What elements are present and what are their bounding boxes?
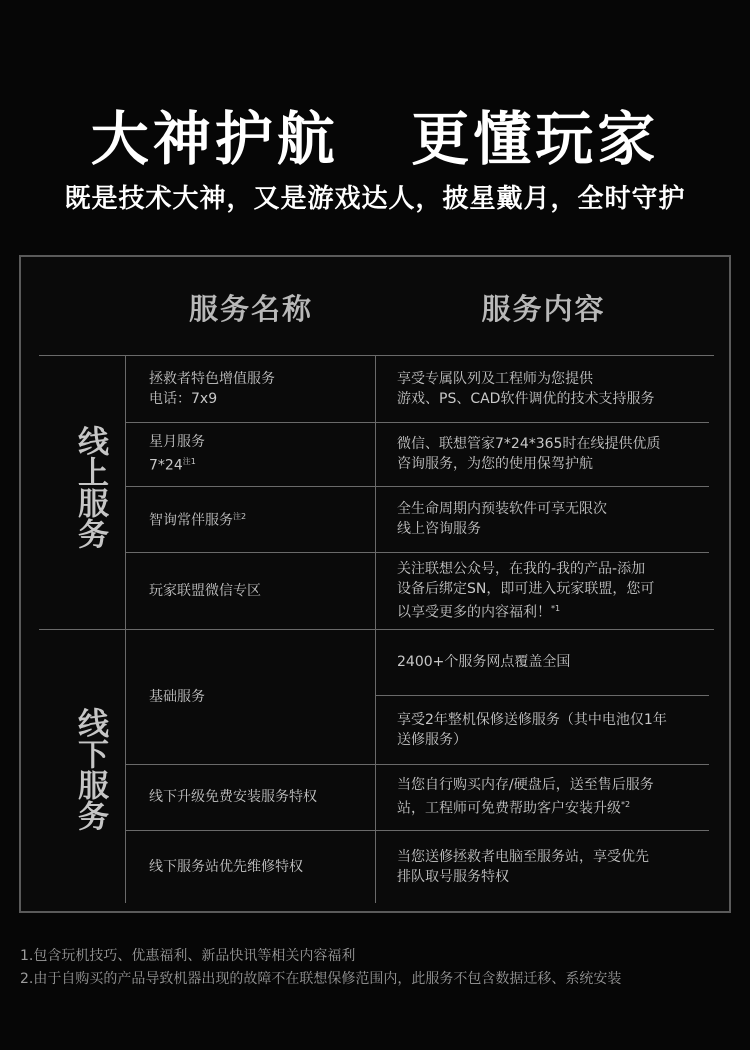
group-online: 线上服务: [72, 425, 108, 549]
group-offline: 线下服务: [72, 707, 108, 831]
footnote-2: 2.由于自购买的产品导致机器出现的故障不在联想保修范围内，此服务不包含数据迁移、系统安装: [20, 971, 622, 987]
service-content: 当您自行购买内存/硬盘后，送至售后服务 站，工程师可免费帮助客户安装升级$^{*2}$: [397, 777, 654, 817]
col-header-service-name: 服务名称: [188, 292, 313, 326]
footnotes: [20, 945, 621, 991]
divider: [126, 764, 709, 765]
service-content: 享受2年整机保修送修服务（其中电池仅1年 送修服务）: [397, 711, 667, 748]
divider: [126, 422, 709, 423]
divider: [126, 830, 709, 831]
footnote-mark: 注2: [233, 512, 247, 522]
service-name: 玩家联盟微信专区: [149, 583, 261, 599]
page-subtitle: 既是技术大神，又是游戏达人，披星戴月，全时守护: [64, 184, 686, 214]
service-name: 基础服务: [149, 689, 205, 705]
divider: [375, 355, 376, 903]
divider: [376, 695, 709, 696]
divider: [39, 355, 714, 356]
divider: [126, 552, 709, 553]
divider: [39, 629, 714, 630]
service-content: 享受专属队列及工程师为您提供 游戏、PS、CAD软件调优的技术支持服务: [397, 371, 655, 407]
service-content: 全生命周期内预装软件可享无限次 线上咨询服务: [397, 501, 607, 537]
service-name: 星月服务 7*24$^{注1}$: [149, 434, 205, 474]
service-table: [19, 255, 731, 913]
service-content: 关注联想公众号，在我的-我的产品-添加 设备后绑定SN，即可进入玩家联盟，您可 以享受更多的内容福利！$^{*1}$: [397, 561, 655, 621]
footnote-mark: 注1: [182, 457, 196, 467]
footnote-1: 1.包含玩机技巧、优惠福利、新品快讯等相关内容福利: [20, 948, 356, 964]
service-content: 当您送修拯救者电脑至服务站，享受优先 排队取号服务特权: [397, 849, 649, 885]
divider: [125, 355, 126, 903]
service-content: 微信、联想管家7*24*365时在线提供优质 咨询服务，为您的使用保驾护航: [397, 436, 661, 472]
service-name: 智询常伴服务$^{注2}$: [149, 512, 247, 529]
service-content: 2400+个服务网点覆盖全国: [397, 654, 571, 670]
footnote-mark: *2: [621, 800, 631, 810]
service-name: 拯救者特色增值服务 电话：7x9: [149, 371, 275, 407]
service-name: 线下升级免费安装服务特权: [149, 789, 317, 805]
page-title: 大神护航 更懂玩家: [90, 105, 660, 173]
footnote-mark: *1: [551, 604, 561, 614]
divider: [126, 486, 709, 487]
service-name: 线下服务站优先维修特权: [149, 859, 303, 875]
col-header-service-content: 服务内容: [481, 292, 606, 326]
